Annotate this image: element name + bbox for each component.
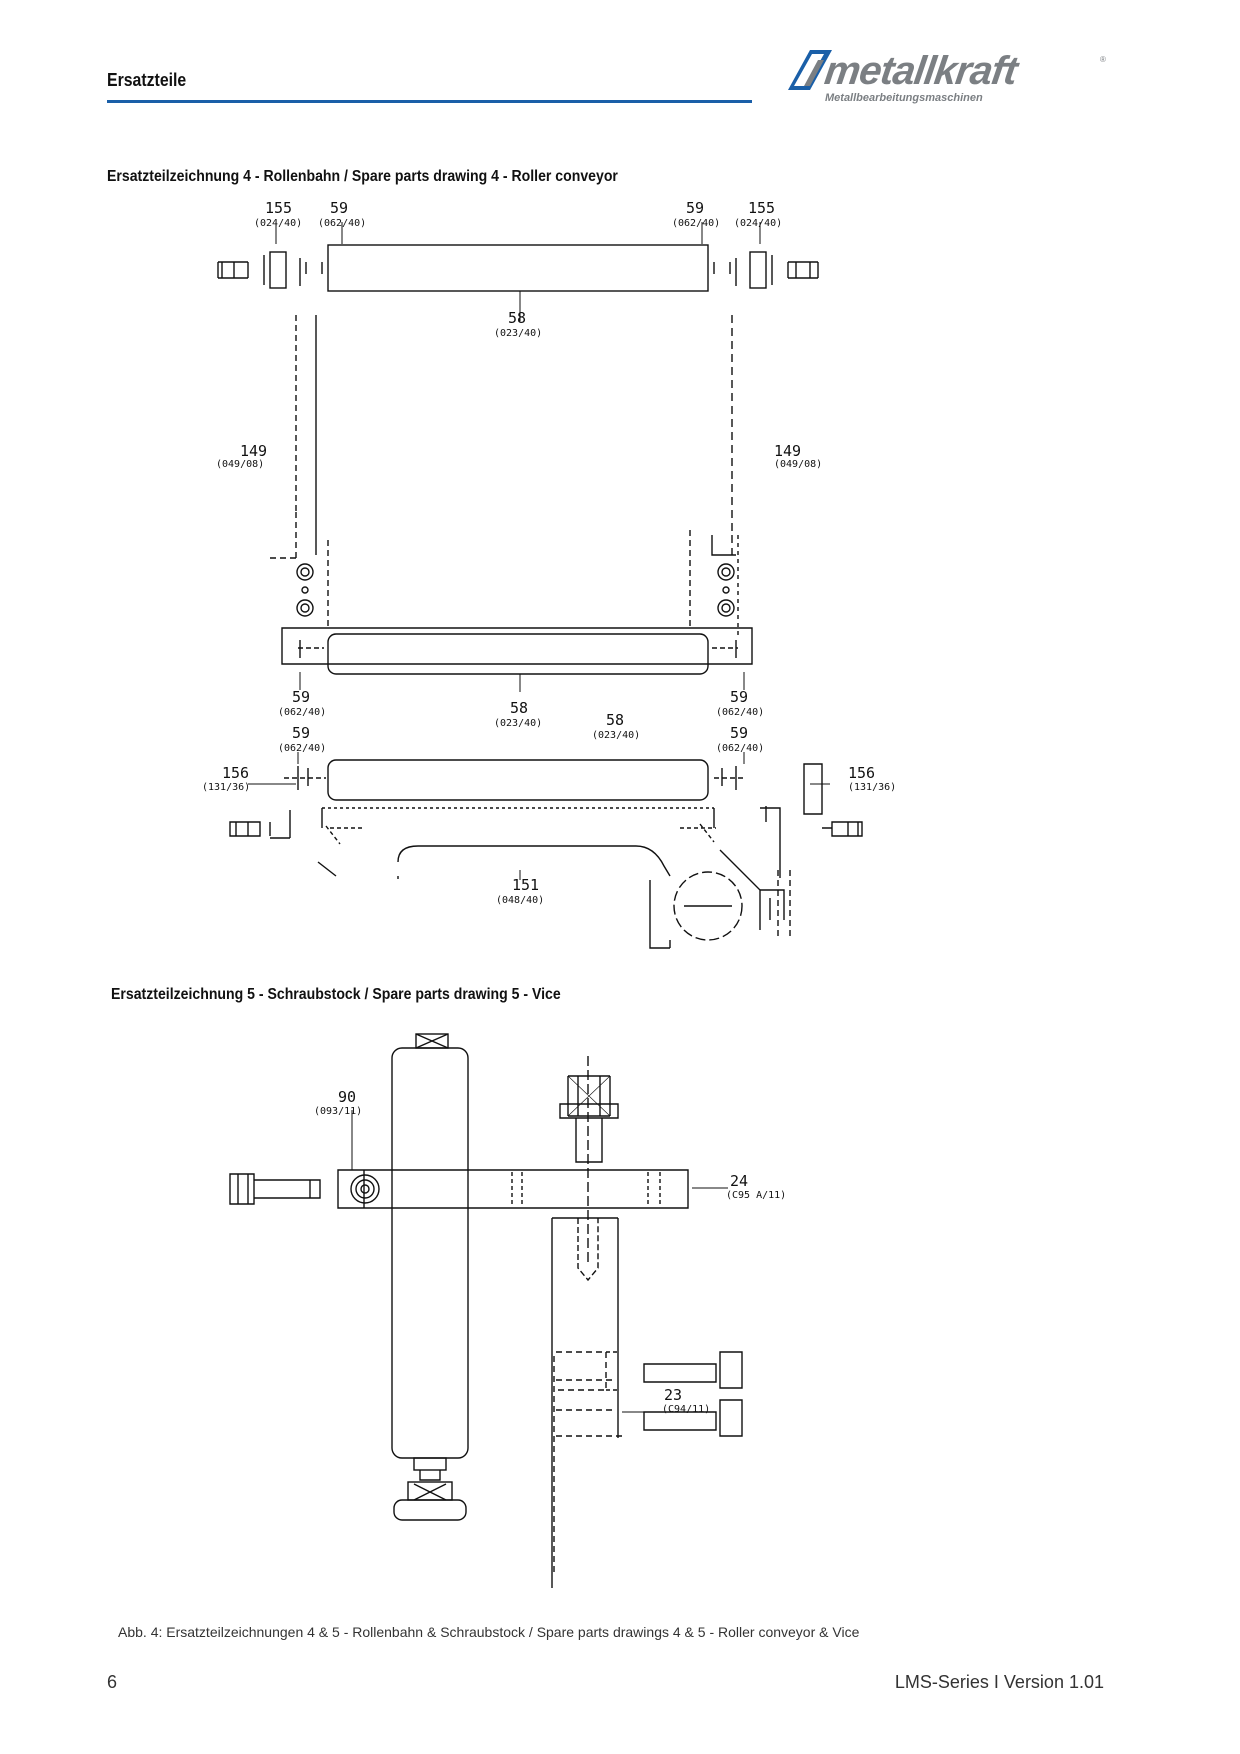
callout-58-b: 58: [510, 699, 529, 717]
callout-155-b-code: (024/40): [734, 218, 783, 229]
callout-156-b-code: (131/36): [848, 782, 897, 793]
callout-59-c: 59: [292, 688, 311, 706]
logo-subtitle: Metallbearbeitungsmaschinen: [825, 92, 983, 104]
figure-caption: Abb. 4: Ersatzteilzeichnungen 4 & 5 - Rollenbahn & Schraubstock / Spare parts drawings 4 & 5 - Roller conveyor & Vice: [118, 1624, 860, 1640]
drawing4-title: Ersatzteilzeichnung 4 - Rollenbahn / Spare parts drawing 4 - Roller conveyor: [107, 168, 618, 185]
callout-59-a: 59: [330, 199, 349, 217]
callout-59-f-code: (062/40): [716, 743, 765, 754]
drawing5-title: Ersatzteilzeichnung 5 - Schraubstock / Spare parts drawing 5 - Vice: [111, 986, 561, 1003]
page-header-title: Ersatzteile: [107, 70, 187, 90]
callout-151: 151: [512, 876, 540, 894]
callout-58-b-code: (023/40): [494, 718, 543, 729]
callout-155-a: 155: [265, 199, 293, 217]
callout-58-c: 58: [606, 711, 625, 729]
callout-59-c-code: (062/40): [278, 707, 327, 718]
callout-155-b: 155: [748, 199, 776, 217]
callout-156-a: 156: [222, 764, 250, 782]
logo-wordmark: metallkraft: [821, 49, 1020, 93]
callout-59-e: 59: [292, 724, 311, 742]
callout-155-a-code: (024/40): [254, 218, 303, 229]
vice-drawing: [0, 1000, 1240, 1610]
callout-59-f: 59: [730, 724, 749, 742]
callout-23: 23: [664, 1386, 683, 1404]
callout-59-b: 59: [686, 199, 705, 217]
callout-59-d-code: (062/40): [716, 707, 765, 718]
callout-149-b: 149: [774, 442, 802, 460]
callout-58-c-code: (023/40): [592, 730, 641, 741]
callout-59-d: 59: [730, 688, 749, 706]
callout-24-code: (C95 A/11): [726, 1190, 787, 1201]
callout-151-code: (048/40): [496, 895, 545, 906]
callout-59-a-code: (062/40): [318, 218, 367, 229]
page-number: 6: [107, 1672, 118, 1692]
callout-58-a-code: (023/40): [494, 328, 543, 339]
callout-24: 24: [730, 1172, 749, 1190]
callout-90-code: (093/11): [314, 1106, 363, 1117]
callout-90: 90: [338, 1088, 357, 1106]
callout-149-a: 149: [240, 442, 268, 460]
callout-149-a-code: (049/08): [216, 459, 265, 470]
callout-156-a-code: (131/36): [202, 782, 251, 793]
series-version: LMS-Series I Version 1.01: [894, 1672, 1104, 1692]
callout-156-b: 156: [848, 764, 876, 782]
logo-registered-mark: ®: [1100, 55, 1106, 64]
callout-58-a: 58: [508, 309, 527, 327]
callout-149-b-code: (049/08): [774, 459, 823, 470]
callout-59-e-code: (062/40): [278, 743, 327, 754]
callout-59-b-code: (062/40): [672, 218, 721, 229]
callout-23-code: (C94/11): [662, 1404, 711, 1415]
